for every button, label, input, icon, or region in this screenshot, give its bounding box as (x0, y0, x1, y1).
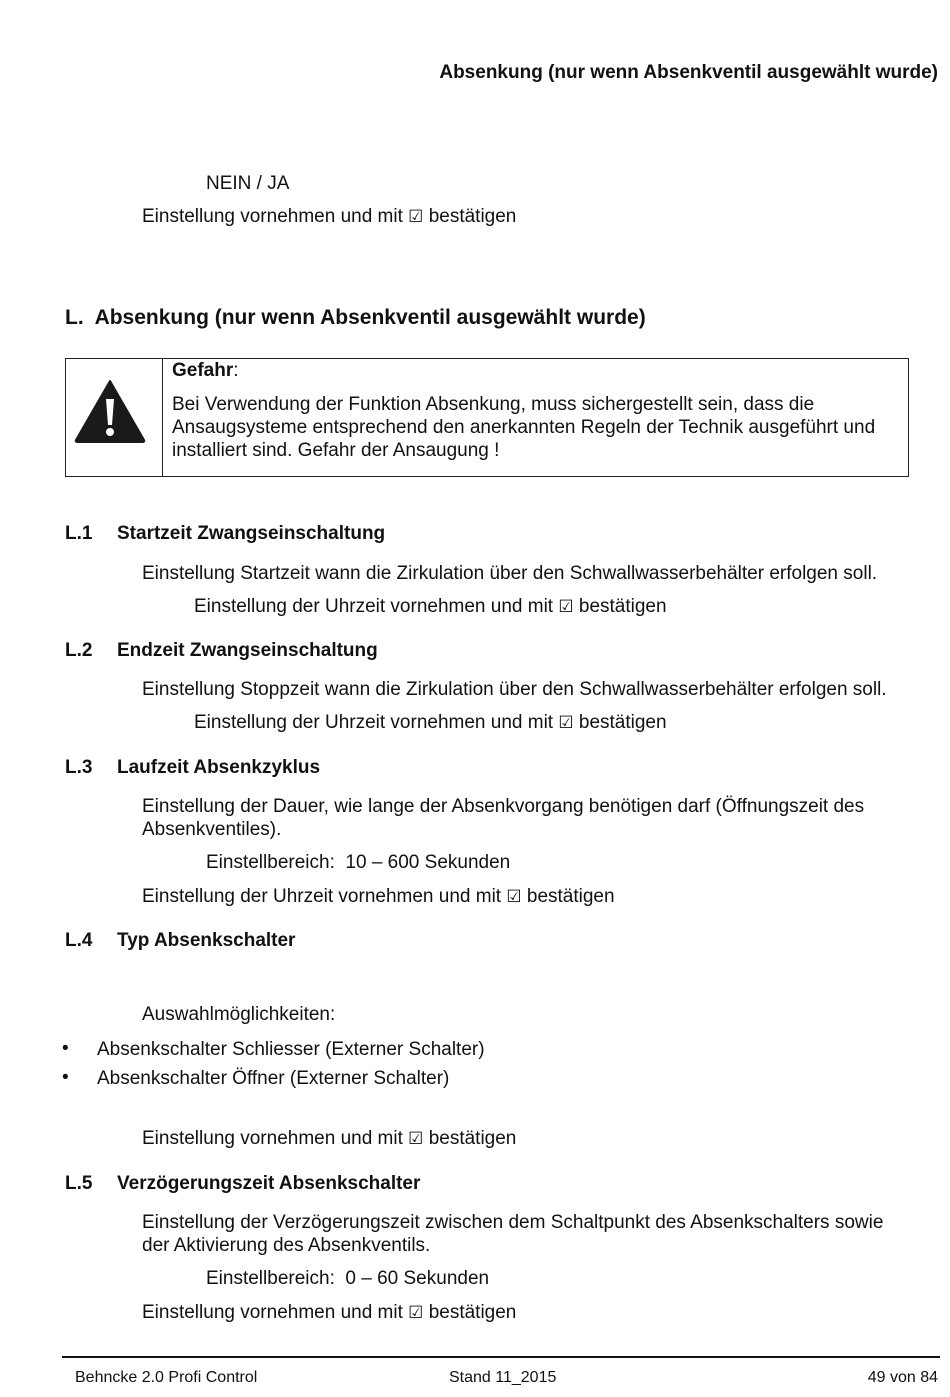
subsection-title-l3: Laufzeit Absenkzyklus (117, 757, 321, 778)
section-title: Absenkung (nur wenn Absenkventil ausgewählt wurde) (94, 306, 646, 329)
subsection-number-l3: L.3 (65, 757, 93, 778)
subsection-title-l2: Endzeit Zwangseinschaltung (117, 640, 378, 661)
warning-text: Bei Verwendung der Funktion Absenkung, muss sichergestellt sein, dass die Ansaugsysteme entsprechend den anerkannten Regeln der Technik ausgeführt und installiert sind. Gefahr der Ansaugung ! (172, 394, 876, 461)
confirm-text: Einstellung vornehmen und mit (142, 206, 403, 227)
subsection-number-l4: L.4 (65, 930, 93, 951)
bullet-icon: • (62, 1067, 69, 1088)
section-heading (65, 306, 646, 330)
confirm-instruction-l1: Einstellung der Uhrzeit vornehmen und mit ☑ bestätigen (194, 596, 667, 617)
page-header-title: Absenkung (nur wenn Absenkventil ausgewählt wurde) (439, 62, 938, 83)
range-l3: Einstellbereich: 10 – 600 Sekunden (206, 852, 511, 873)
description-l3-line2: Absenkventiles). (142, 819, 282, 840)
bullet-icon: • (62, 1038, 69, 1059)
warning-triangle-icon (74, 379, 146, 443)
footer-version: Stand 11_2015 (449, 1369, 557, 1386)
confirm-instruction-l2: Einstellung der Uhrzeit vornehmen und mit ☑ bestätigen (194, 712, 667, 733)
option-nein-ja: NEIN / JA (206, 173, 290, 194)
warning-divider (162, 359, 163, 476)
subsection-title-l5: Verzögerungszeit Absenkschalter (117, 1173, 421, 1194)
subsection-title-l4: Typ Absenkschalter (117, 930, 296, 951)
options-label-l4: Auswahlmöglichkeiten: (142, 1004, 336, 1025)
checkbox-icon: ☑ (558, 713, 574, 733)
subsection-title-l1: Startzeit Zwangseinschaltung (117, 523, 386, 544)
subsection-number-l2: L.2 (65, 640, 93, 661)
list-item: Absenkschalter Schliesser (Externer Schalter) (97, 1039, 485, 1060)
description-l3-line1: Einstellung der Dauer, wie lange der Absenkvorgang benötigen darf (Öffnungszeit des (142, 796, 865, 817)
subsection-number-l5: L.5 (65, 1173, 93, 1194)
footer-divider (62, 1356, 940, 1358)
checkbox-icon: ☑ (408, 1303, 424, 1323)
confirm-instruction (142, 205, 516, 229)
section-number: L. (65, 306, 84, 329)
footer-page-number: 49 von 84 (867, 1369, 938, 1386)
confirm-instruction-l5: Einstellung vornehmen und mit ☑ bestätigen (142, 1302, 517, 1323)
range-l5: Einstellbereich: 0 – 60 Sekunden (206, 1268, 490, 1289)
description-l1: Einstellung Startzeit wann die Zirkulation über den Schwallwasserbehälter erfolgen soll. (142, 563, 878, 584)
checkbox-icon: ☑ (558, 597, 574, 617)
description-l2: Einstellung Stoppzeit wann die Zirkulation über den Schwallwasserbehälter erfolgen soll. (142, 679, 887, 700)
warning-title: Gefahr: (172, 360, 239, 381)
warning-box (65, 358, 909, 477)
description-l5-line2: der Aktivierung des Absenkventils. (142, 1235, 431, 1256)
list-item: Absenkschalter Öffner (Externer Schalter) (97, 1068, 450, 1089)
checkbox-icon: ☑ (506, 887, 522, 907)
footer-product: Behncke 2.0 Profi Control (75, 1369, 258, 1386)
checkbox-icon: ☑ (408, 207, 424, 227)
confirm-instruction-l3: Einstellung der Uhrzeit vornehmen und mit ☑ bestätigen (142, 886, 615, 907)
confirm-text-end: bestätigen (428, 206, 517, 227)
subsection-number-l1: L.1 (65, 523, 93, 544)
checkbox-icon: ☑ (408, 1129, 424, 1149)
confirm-instruction-l4: Einstellung vornehmen und mit ☑ bestätigen (142, 1128, 517, 1149)
description-l5-line1: Einstellung der Verzögerungszeit zwischen dem Schaltpunkt des Absenkschalters sowie (142, 1212, 884, 1233)
